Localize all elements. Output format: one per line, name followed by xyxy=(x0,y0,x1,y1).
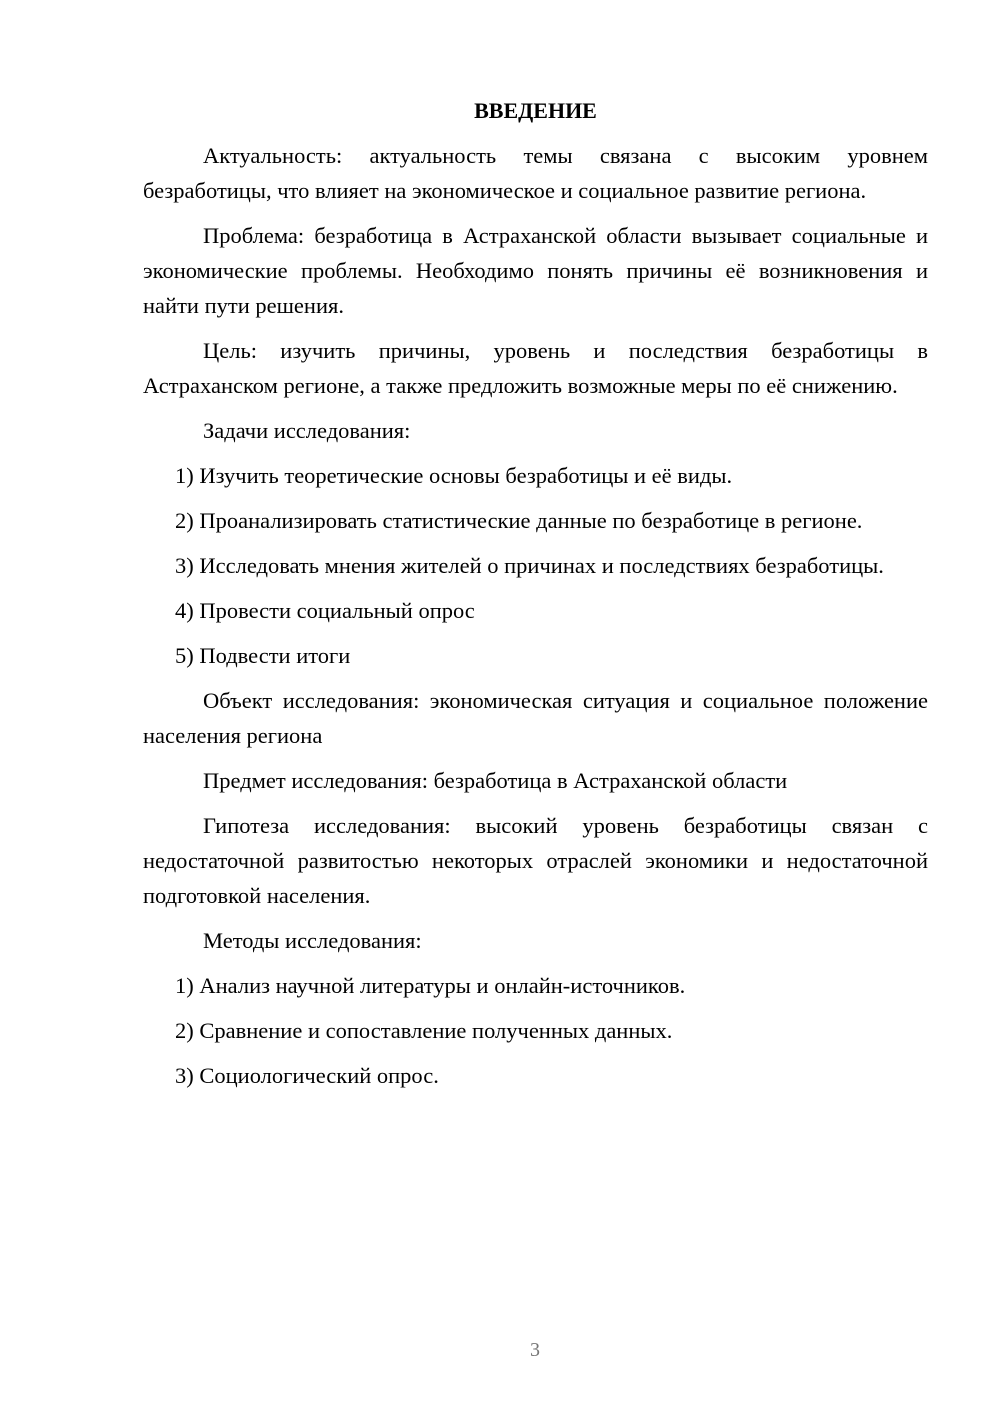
method-item-3: 3) Социологический опрос. xyxy=(175,1063,439,1088)
paragraph-problem: Проблема: безработица в Астраханской области вызывает социальные и экономические проблемы. Необходимо понять причины её возникновения и найти пути решения. xyxy=(143,223,928,318)
page-content xyxy=(143,93,928,1103)
task-item-1: 1) Изучить теоретические основы безработицы и её виды. xyxy=(175,463,733,488)
paragraph-goal: Цель: изучить причины, уровень и последствия безработицы в Астраханском регионе, а также предложить возможные меры по её снижению. xyxy=(143,338,928,398)
task-item-3: 3) Исследовать мнения жителей о причинах и последствиях безработицы. xyxy=(175,553,884,578)
tasks-heading: Задачи исследования: xyxy=(203,418,411,443)
page-number: 3 xyxy=(530,1339,540,1361)
task-item-5: 5) Подвести итоги xyxy=(175,643,351,668)
task-item-4: 4) Провести социальный опрос xyxy=(175,598,475,623)
paragraph-hypothesis: Гипотеза исследования: высокий уровень безработицы связан с недостаточной развитостью некоторых отраслей экономики и недостаточной подготовкой населения. xyxy=(143,813,928,908)
method-item-2: 2) Сравнение и сопоставление полученных данных. xyxy=(175,1018,673,1043)
paragraph-relevance: Актуальность: актуальность темы связана с высоким уровнем безработицы, что влияет на экономическое и социальное развитие региона. xyxy=(143,143,928,203)
paragraph-object: Объект исследования: экономическая ситуация и социальное положение населения региона xyxy=(143,688,928,748)
methods-heading: Методы исследования: xyxy=(203,928,422,953)
method-item-1: 1) Анализ научной литературы и онлайн-источников. xyxy=(175,973,686,998)
task-item-2: 2) Проанализировать статистические данные по безработице в регионе. xyxy=(175,508,863,533)
paragraph-subject: Предмет исследования: безработица в Астраханской области xyxy=(203,768,788,793)
page-heading: ВВЕДЕНИЕ xyxy=(474,98,597,123)
